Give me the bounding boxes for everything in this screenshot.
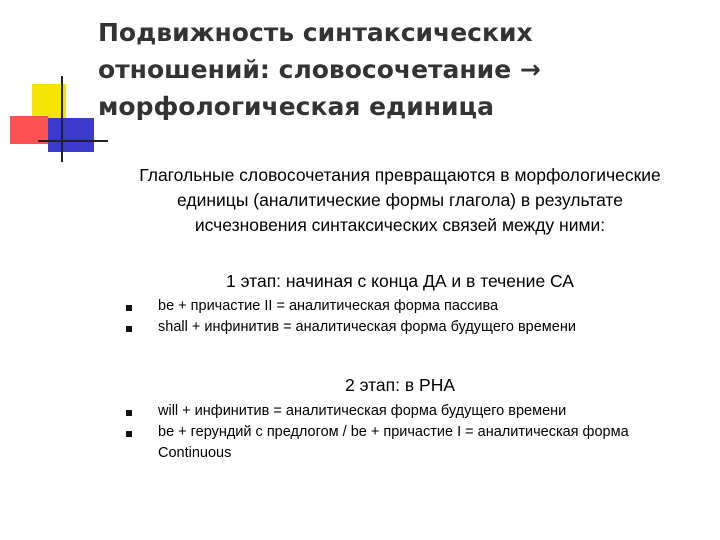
square-bullet-icon (126, 410, 132, 416)
intro-line: единицы (аналитические формы глагола) в результате (177, 190, 623, 210)
stage-1-list (126, 296, 706, 338)
list-item-text: be + причастие II = аналитическая форма пассива (158, 298, 499, 314)
list-item (126, 296, 706, 317)
corner-decoration (0, 0, 110, 170)
red-square (10, 116, 48, 144)
title-line: отношений: словосочетание → (98, 55, 541, 84)
slide-title (98, 14, 698, 125)
list-item (126, 401, 706, 422)
square-bullet-icon (126, 431, 132, 437)
title-line: Подвижность синтаксических (98, 18, 533, 47)
list-item-text: shall + инфинитив = аналитическая форма будущего времени (158, 319, 576, 335)
stage-2-list (126, 401, 706, 464)
list-item (126, 317, 706, 338)
stage-1-heading: 1 этап: начиная с конца ДА и в течение СА (226, 271, 574, 291)
yellow-square (32, 84, 66, 118)
list-item-text: will + инфинитив = аналитическая форма будущего времени (158, 403, 567, 419)
title-line: морфологическая единица (98, 92, 494, 121)
square-bullet-icon (126, 305, 132, 311)
blue-square (48, 118, 94, 152)
intro-line: Глагольные словосочетания превращаются в морфологические (139, 165, 661, 185)
intro-line: исчезновения синтаксических связей между ними: (194, 215, 606, 235)
intro-paragraph (90, 163, 710, 238)
stage-2-heading: 2 этап: в РНА (344, 375, 456, 395)
list-item (126, 422, 706, 464)
square-bullet-icon (126, 326, 132, 332)
list-item-text: be + герундий с предлогом / be + причастие I = аналитическая форма Continuous (158, 424, 629, 461)
